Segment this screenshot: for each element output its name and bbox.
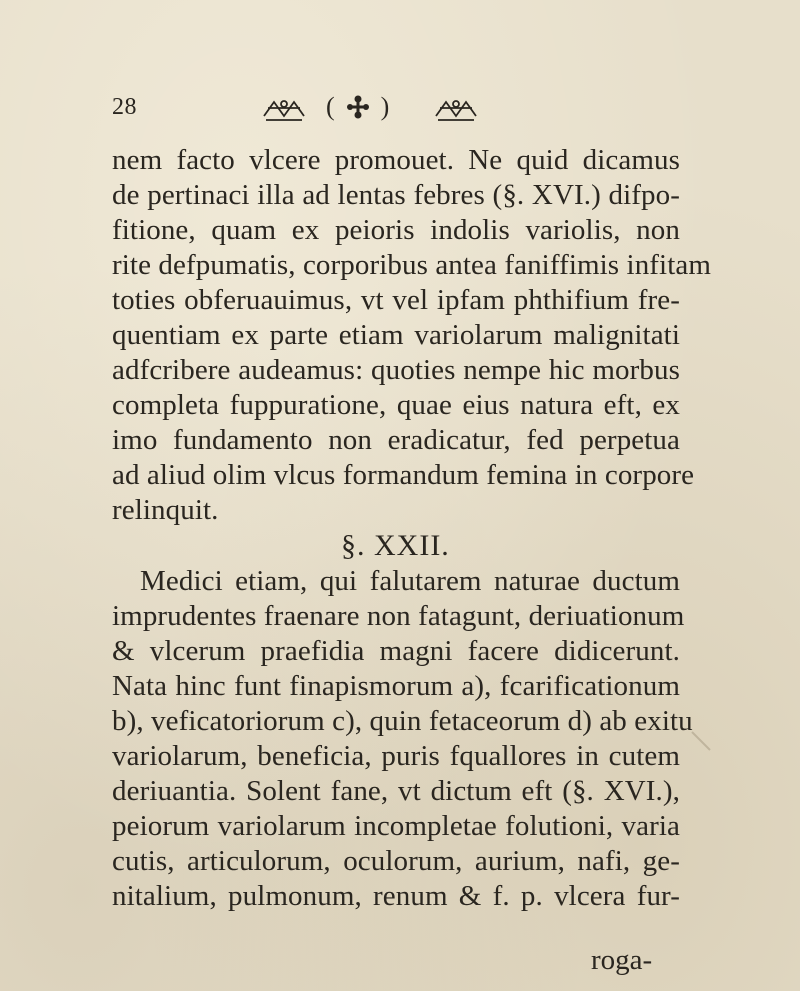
text-line: cutis, articulorum, oculorum, aurium, nafi, ge- [112,845,680,877]
paper-stain-mark [690,730,714,754]
text-line: & vlcerum praefidia magni facere didicerunt. [112,635,680,667]
section-heading: §. XXII. [341,529,450,562]
text-line: b), veficatoriorum c), quin fetaceorum d) ab exitu [112,705,693,737]
ornament-paren-right: ) [380,92,390,121]
printer-ornament-left [262,96,306,122]
text-line: adfcribere audeamus: quoties nempe hic morbus [112,354,680,386]
text-line: peiorum variolarum incompletae folutioni, varia [112,810,680,842]
text-line: rite defpumatis, corporibus antea faniffimis infitam [112,249,711,281]
printer-ornament-right [434,96,478,122]
running-header [112,92,692,132]
page-number: 28 [112,94,137,120]
text-line: completa fuppuratione, quae eius natura eft, ex [112,389,680,421]
text-line: nem facto vlcere promouet. Ne quid dicamus [112,144,680,176]
text-line: imprudentes fraenare non fatagunt, deriuationum [112,600,685,632]
text-line: deriuantia. Solent fane, vt dictum eft (§. XVI.), [112,775,680,807]
text-line: relinquit. [112,494,219,526]
text-line: nitalium, pulmonum, renum & f. p. vlcera fur- [112,880,680,912]
center-ornament [326,92,389,122]
text-line: toties obferuauimus, vt vel ipfam phthifium fre- [112,284,680,316]
ornament-paren-left: ( [326,92,335,121]
text-line: quentiam ex parte etiam variolarum malignitati [112,319,680,351]
text-line: fitione, quam ex peioris indolis variolis, non [112,214,680,246]
text-line: variolarum, beneficia, puris fquallores in cutem [112,740,680,772]
text-line: ad aliud olim vlcus formandum femina in corpore [112,459,695,491]
catchword: roga- [591,944,653,976]
text-line: Nata hinc funt finapismorum a), fcarificationum [112,670,680,702]
text-line: Medici etiam, qui falutarem naturae ductum [140,565,680,597]
text-line: imo fundamento non eradicatur, fed perpetua [112,424,680,456]
fleuron-icon [341,93,375,121]
text-line: de pertinaci illa ad lentas febres (§. XVI.) difpo- [112,179,680,211]
